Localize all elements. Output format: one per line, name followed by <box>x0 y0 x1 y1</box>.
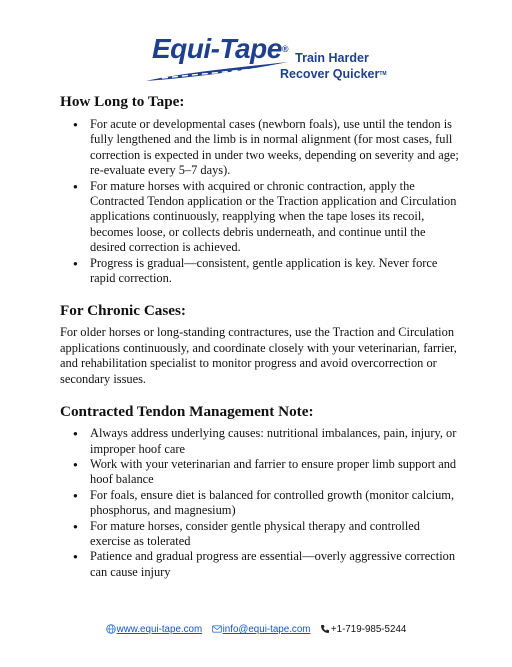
heading-contracted-tendon-note: Contracted Tendon Management Note: <box>60 403 314 421</box>
email-icon <box>212 624 222 634</box>
website-link[interactable]: www.equi-tape.com <box>116 624 203 635</box>
heading-chronic-cases: For Chronic Cases: <box>60 302 186 320</box>
list-item: ● For mature horses with acquired or chronic contraction, apply the Contracted Tendon application or the Traction application and Circulation applications continuously, reapplying when the tape loses its recoil, becomes loose, or collects debris underneath, and continue until the desired correction is achieved. <box>60 179 460 256</box>
logo-tagline-line1: Train Harder <box>295 51 369 65</box>
phone-icon <box>320 624 330 634</box>
globe-icon <box>106 624 116 634</box>
list-item: ● Patience and gradual progress are essential—overly aggressive correction can cause injury <box>60 549 460 580</box>
chronic-cases-paragraph: For older horses or long-standing contractures, use the Traction and Circulation applications continuously, and coordinate closely with your veterinarian, farrier, and rehabilitation specialist to monitor progress and avoid overcorrection or secondary issues. <box>60 325 457 386</box>
list-item: ● For mature horses, consider gentle physical therapy and controlled exercise as tolerated <box>60 519 460 550</box>
list-item: ● Progress is gradual—consistent, gentle application is key. Never force rapid correction. <box>60 256 460 287</box>
logo-tagline <box>280 50 387 82</box>
email-link[interactable]: info@equi-tape.com <box>222 624 311 635</box>
logo-tagline-tm: TM <box>379 71 387 77</box>
equi-tape-logo <box>142 30 387 86</box>
list-item: ● Work with your veterinarian and farrier to ensure proper limb support and hoof balance <box>60 457 460 488</box>
management-note-bullet-list <box>60 426 460 580</box>
logo-tagline-line2: Recover Quicker <box>280 67 380 81</box>
contact-footer <box>0 624 512 635</box>
list-item: ● Always address underlying causes: nutritional imbalances, pain, injury, or improper hoof care <box>60 426 460 457</box>
document-body <box>60 93 460 580</box>
logo-brand-text: Equi-Tape <box>152 33 282 64</box>
how-long-bullet-list <box>60 117 460 286</box>
logo-swoosh-icon <box>142 60 292 84</box>
phone-number[interactable]: +1-719-985-5244 <box>330 624 407 635</box>
list-item: ● For acute or developmental cases (newborn foals), use until the tendon is fully lengthened and the limb is in normal alignment (for most cases, full correction is expected in under two weeks, depending on severity and age; re-evaluate every 5–7 days). <box>60 117 460 179</box>
heading-how-long-to-tape: How Long to Tape: <box>60 93 185 110</box>
logo-registered-mark: ® <box>281 44 288 54</box>
list-item: ● For foals, ensure diet is balanced for controlled growth (monitor calcium, phosphorus, and magnesium) <box>60 488 460 519</box>
